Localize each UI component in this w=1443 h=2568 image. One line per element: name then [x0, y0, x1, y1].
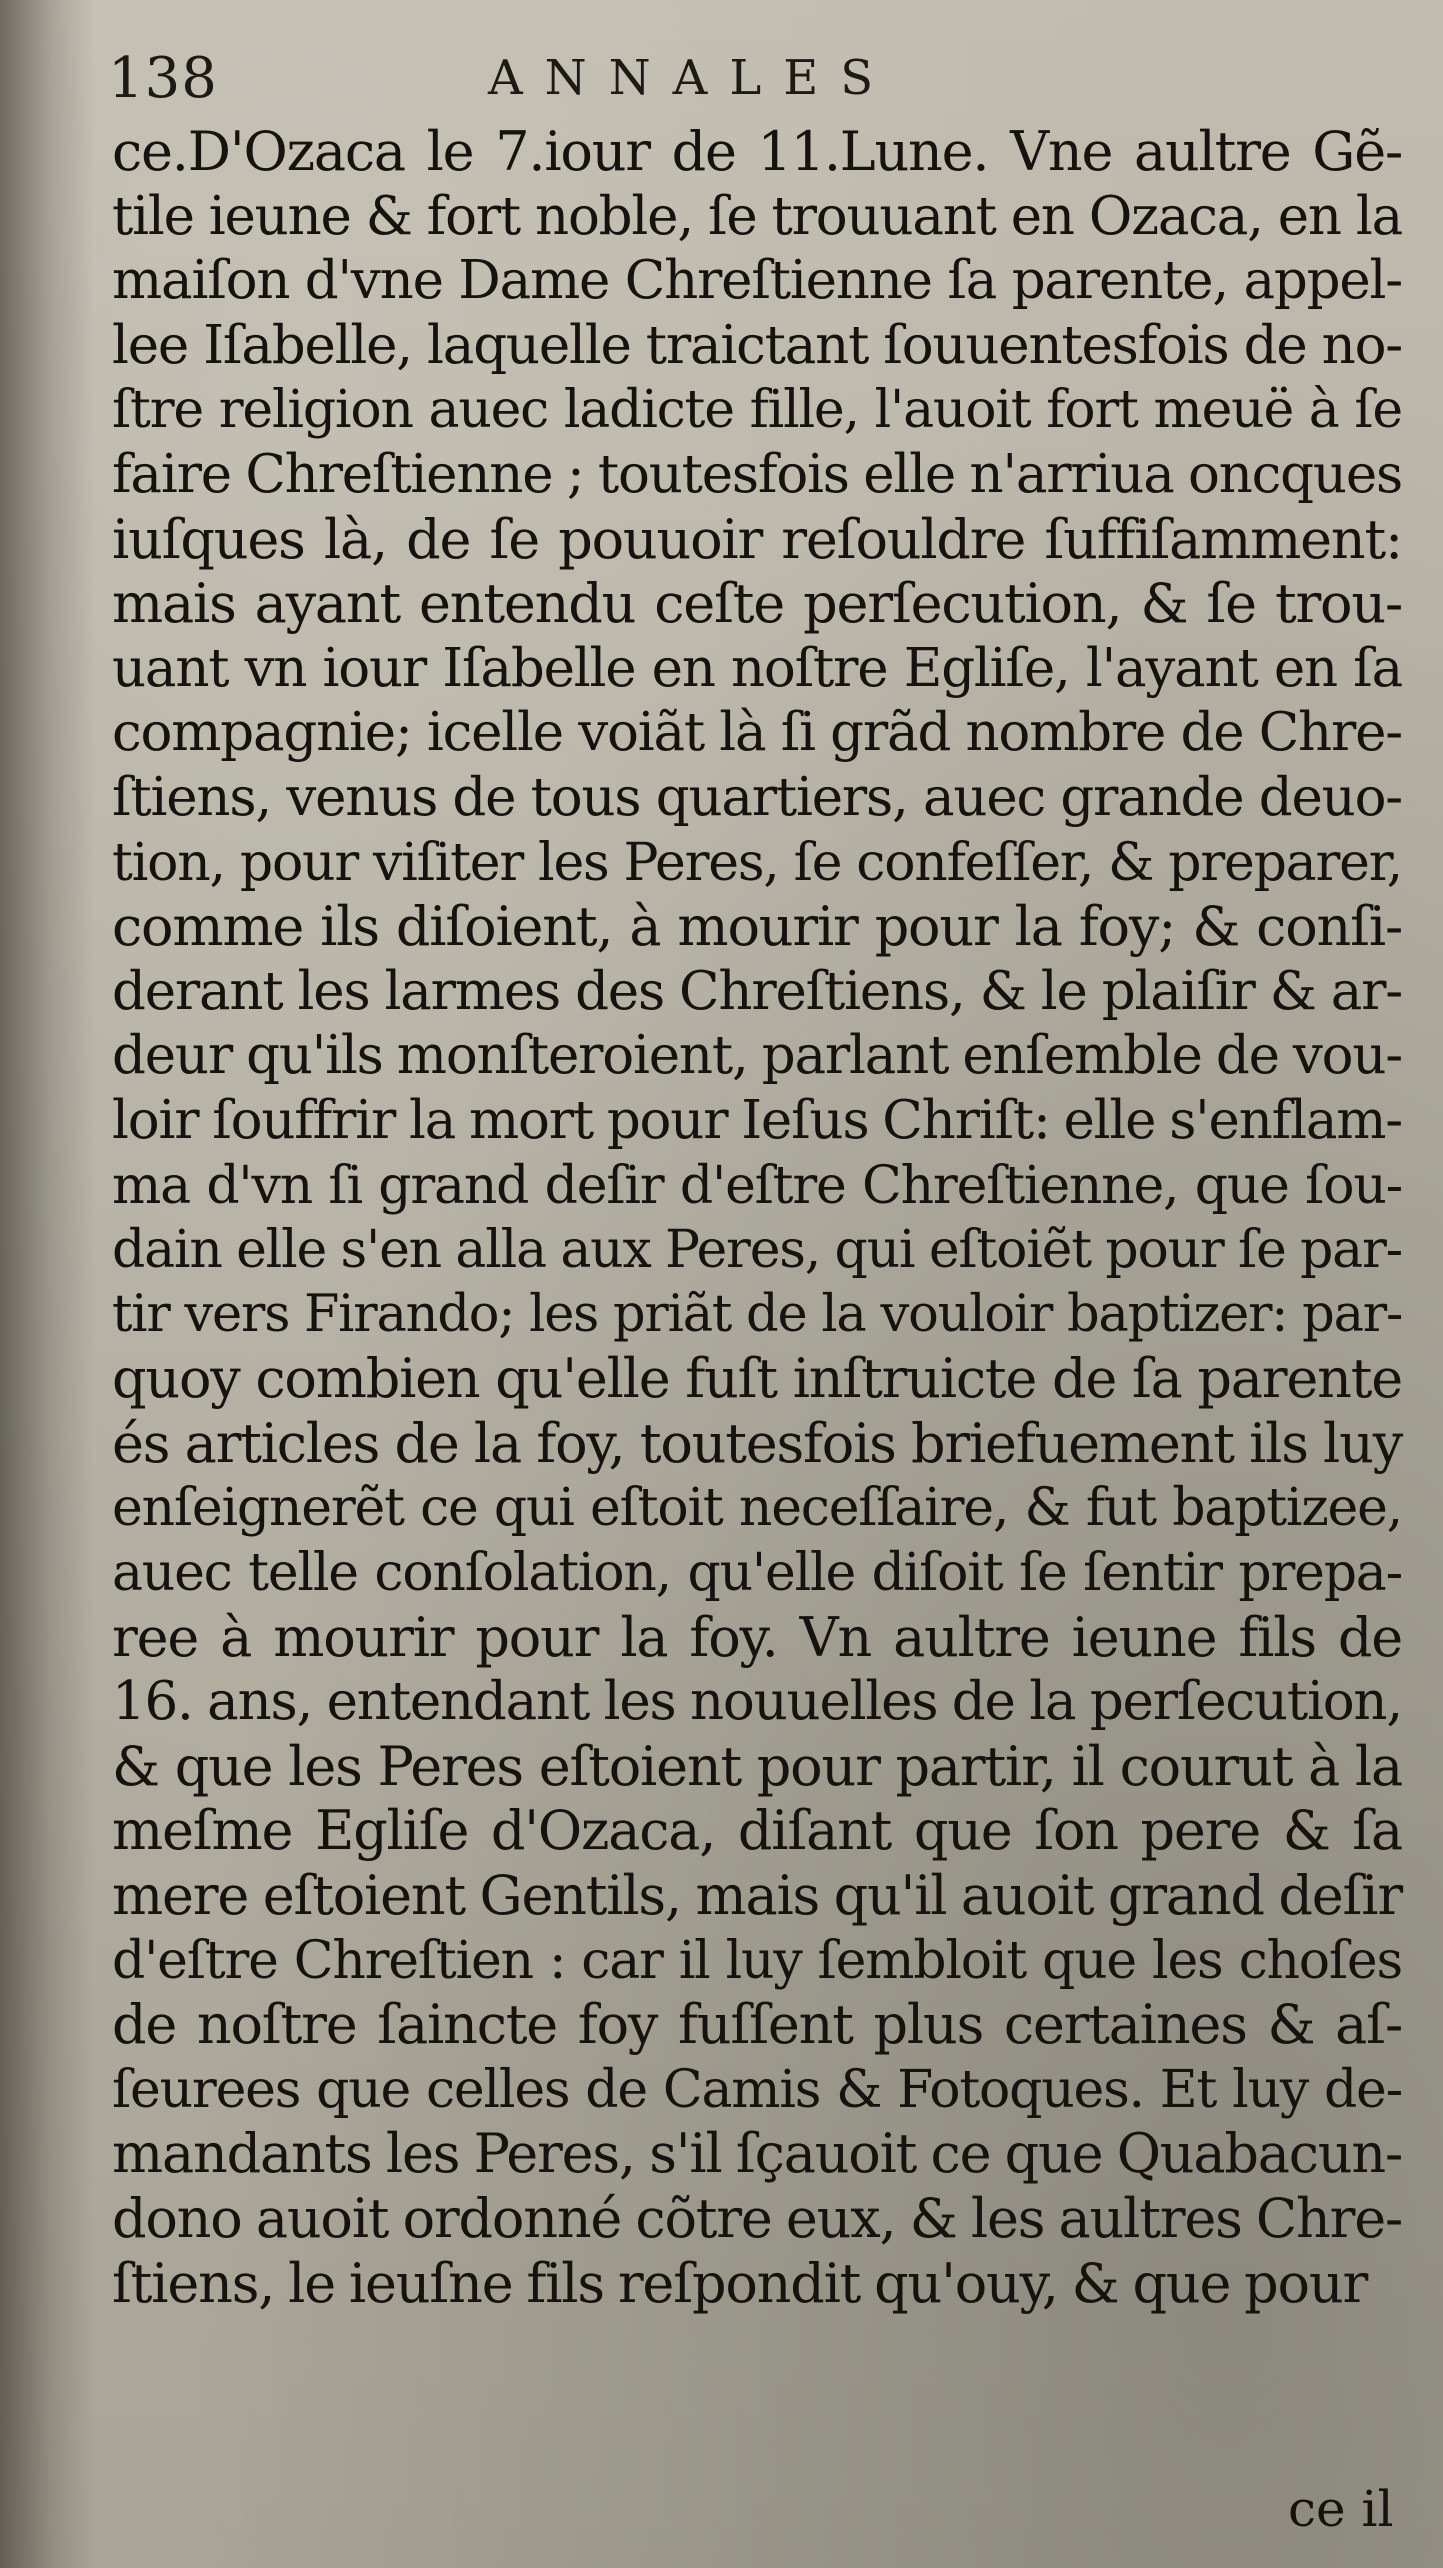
text-line: mandants les Peres, s'il ſçauoit ce que Quabacun- [112, 2122, 1402, 2186]
text-line: quoy combien qu'elle fuſt inſtruicte de ſa parente [112, 1347, 1402, 1411]
text-line: tile ieune & fort noble, ſe trouuant en Ozaca, en la [112, 185, 1402, 247]
running-head [108, 40, 1368, 120]
text-line: meſme Egliſe d'Ozaca, diſant que ſon pere & ſa [112, 1799, 1402, 1863]
text-line: ſtiens, le ieuſne fils reſpondit qu'ouy, & que pour [112, 2251, 1368, 2315]
text-line: ſtre religion auec ladicte fille, l'auoit fort meuë à ſe [112, 380, 1402, 441]
text-line: dain elle s'en alla aux Peres, qui eſtoiẽt pour ſe par- [112, 1220, 1402, 1281]
text-line: d'eſtre Chreſtien : car il luy ſembloit que les choſes [112, 1930, 1402, 1991]
text-line: ree à mourir pour la foy. Vn aultre ieune fils de [112, 1605, 1402, 1669]
text-line: compagnie; icelle voiãt là ſi grãd nombre de Chre- [112, 702, 1402, 764]
text-line: és articles de la foy, toutesfois briefuement ils luy [112, 1411, 1402, 1475]
text-line: loir ſouffrir la mort pour Ieſus Chriſt: elle s'enflam- [112, 1089, 1402, 1151]
gutter-shadow [0, 0, 95, 2568]
text-line: iuſques là, de ſe pouuoir reſouldre ſuffiſamment: [112, 507, 1402, 571]
text-line: tion, pour viſiter les Peres, ſe confeſſer, & preparer, [112, 832, 1402, 893]
text-line: ſtiens, venus de tous quartiers, auec grande deuo- [112, 766, 1402, 828]
text-line: & que les Peres eſtoient pour partir, il courut à la [112, 1734, 1402, 1798]
text-line: ma d'vn ſi grand deſir d'eſtre Chreſtienne, que ſou- [112, 1155, 1402, 1216]
text-line: ſeurees que celles de Camis & Fotoques. Et luy de- [112, 2059, 1402, 2120]
text-line: tir vers Firando; les priãt de la vouloir baptizer: par- [112, 1284, 1402, 1344]
running-title: ANNALES [488, 50, 896, 106]
text-line: faire Chreſtienne ; toutesfois elle n'arriua oncques [112, 443, 1402, 505]
catchword: ce il [1288, 2480, 1394, 2538]
text-line: deur qu'ils monſteroient, parlant enſemble de vou- [112, 1025, 1402, 1087]
text-line: maiſon d'vne Dame Chreſtienne ſa parente, appel- [112, 250, 1402, 312]
text-line: comme ils diſoient, à mourir pour la foy; & conſi- [112, 895, 1402, 959]
text-line: ce.D'Ozaca le 7.iour de 11.Lune. Vne aultre Gẽ- [112, 120, 1402, 183]
text-line: uant vn iour Iſabelle en noſtre Egliſe, l'ayant en ſa [112, 637, 1402, 699]
text-block [112, 120, 1402, 2316]
text-line: enſeignerẽt ce qui eſtoit neceſſaire, & fut baptizee, [112, 1478, 1402, 1539]
text-line: auec telle conſolation, qu'elle diſoit ſe ſentir prepa- [112, 1543, 1402, 1604]
text-line: lee Iſabelle, laquelle traictant ſouuentesfois de no- [112, 314, 1402, 376]
text-line: derant les larmes des Chreſtiens, & le plaiſir & ar- [112, 960, 1402, 1022]
text-line: de noſtre ſaincte foy fuſſent plus certaines & aſ- [112, 1993, 1402, 2057]
page-number: 138 [108, 46, 218, 111]
text-line: dono auoit ordonné cõtre eux, & les aultres Chre- [112, 2187, 1402, 2250]
text-line: mais ayant entendu ceſte perſecution, & ſe trou- [112, 572, 1402, 636]
text-line: mere eſtoient Gentils, mais qu'il auoit grand deſir [112, 1864, 1402, 1928]
text-line: 16. ans, entendant les nouuelles de la perſecution, [112, 1671, 1402, 1733]
